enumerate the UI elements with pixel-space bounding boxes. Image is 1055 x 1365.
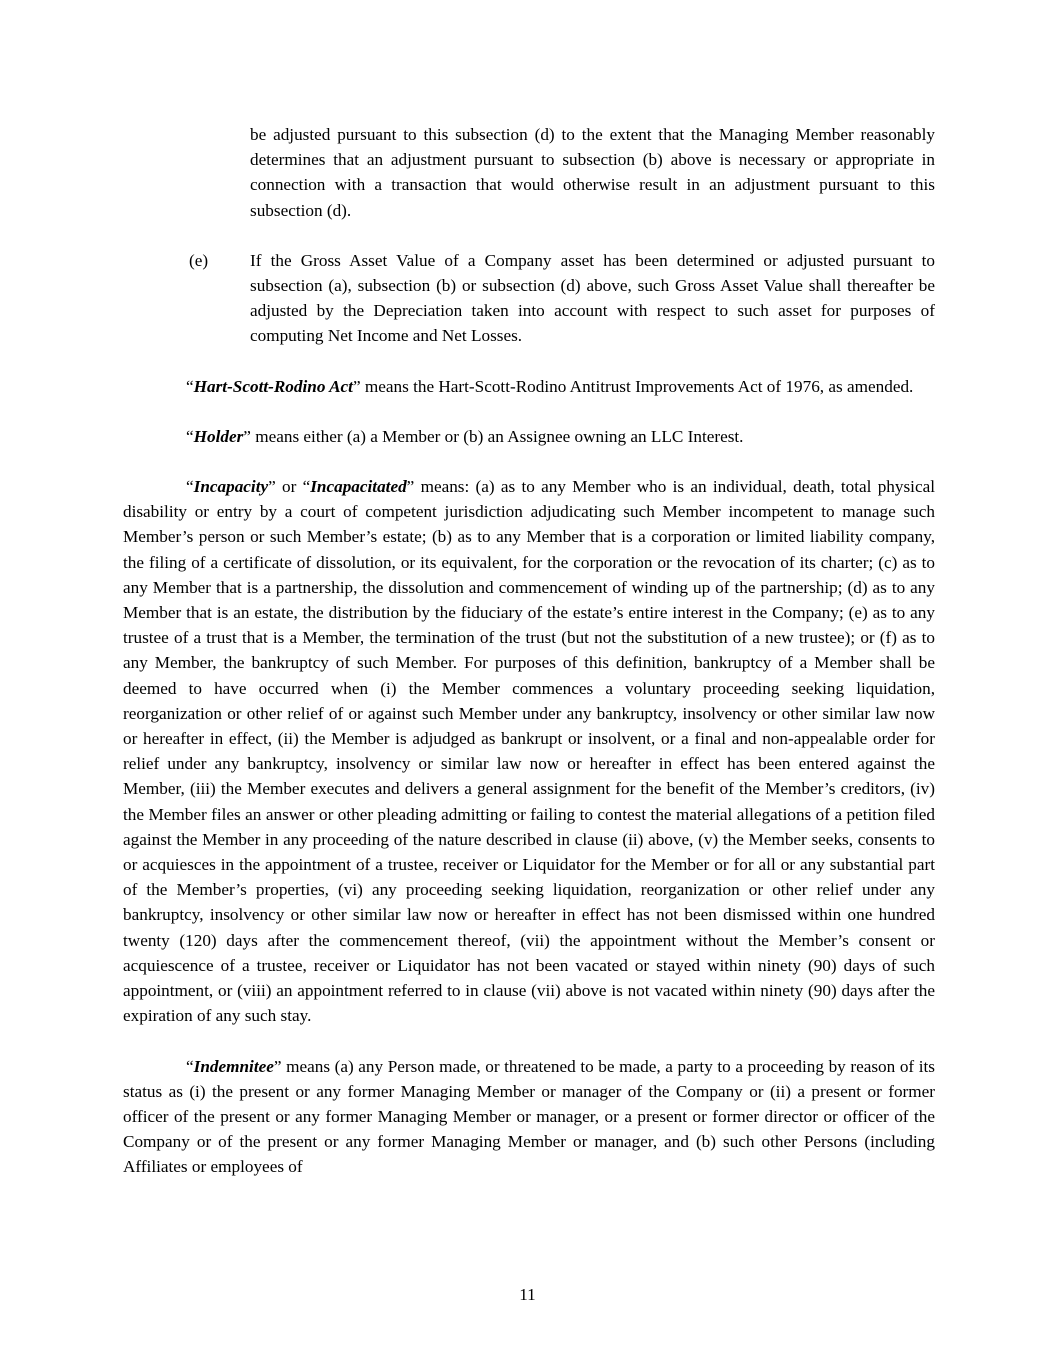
definition-hart-scott-rodino-act (123, 374, 935, 399)
definition-body: ” means either (a) a Member or (b) an Assignee owning an LLC Interest. (243, 426, 744, 446)
open-quote: “ (186, 426, 194, 446)
definition-incapacity (123, 474, 935, 1028)
definition-holder (123, 424, 935, 449)
or-connector: ” or “ (268, 477, 311, 497)
defined-term: Indemnitee (193, 1056, 274, 1076)
defined-term: Incapacity (193, 477, 269, 497)
open-quote: “ (186, 477, 194, 497)
clause-e-label: (e) (189, 250, 209, 270)
definition-body: ” means (a) any Person made, or threatened to be made, a party to a proceeding by reason of its status as (i) the present or any former Managing Member or manager of the Company or (ii) a present or former officer of the present or any former Managing Member or manager, or a present or former director or officer of the Company or of the present or any former Managing Member or manager, and (b) such other Persons (including Affiliates or employees of (123, 1056, 935, 1177)
defined-term: Holder (193, 426, 244, 446)
paragraph-subsection-d-continuation: be adjusted pursuant to this subsection (d) to the extent that the Managing Member reasonably determines that an adjustment pursuant to subsection (b) above is necessary or appropriate in connection with a transaction that would otherwise result in an adjustment pursuant to this subsection (d). (250, 125, 935, 220)
definition-body: ” means: (a) as to any Member who is an individual, death, total physical disability or entry by a court of competent jurisdiction adjudicating such Member incompetent to manage such Member’s person or such Member’s estate; (b) as to any Member that is a corporation or limited liability company, the filing of a certificate of dissolution, or its equivalent, for the corporation or the revocation of its charter; (c) as to any Member that is a partnership, the dissolution and commencement of winding up of the partnership; (d) as to any Member that is an estate, the distribution by the fiduciary of the estate’s entire interest in the Company; (e) as to any trustee of a trust that is a Member, the termination of the trust (but not the substitution of a new trustee); or (f) as to any Member, the bankruptcy of such Member. For purposes of this definition, bankruptcy of a Member shall be deemed to have occurred when (i) the Member commences a voluntary proceeding seeking liquidation, reorganization or other relief of or against such Member under any bankruptcy, insolvency or other similar law now or hereafter in effect, (ii) the Member is adjudged as bankrupt or insolvent, or a final and non-appealable order for relief under any bankruptcy, insolvency or similar law now or hereafter in effect has been entered against the Member, (iii) the Member executes and delivers a general assignment for the benefit of the Member’s creditors, (iv) the Member files an answer or other pleading admitting or failing to contest the material allegations of a petition filed against the Member in any proceeding of the nature described in clause (ii) above, (v) the Member seeks, consents to or acquiesces in the appointment of a trustee, receiver or Liquidator for the Member or for all or any substantial part of the Member’s properties, (vi) any proceeding seeking liquidation, reorganization or other relief under any bankruptcy, insolvency or other similar law now or hereafter in effect has not been dismissed within one hundred twenty (120) days after the commencement thereof, (vii) the appointment without the Member’s consent or acquiescence of a trustee, receiver or Liquidator has not been vacated or stayed within ninety (90) days of such appointment, or (viii) an appointment referred to in clause (vii) above is not vacated within ninety (90) days after the expiration of any such stay. (123, 477, 935, 1026)
clause-e (123, 248, 935, 349)
clause-e-text: If the Gross Asset Value of a Company asset has been determined or adjusted pursuant to subsection (a), subsection (b) or subsection (d) above, such Gross Asset Value shall thereafter be adjusted by the Depreciation taken into account with respect to such asset for purposes of computing Net Income and Net Losses. (250, 250, 935, 346)
definition-body: ” means the Hart-Scott-Rodino Antitrust Improvements Act of 1976, as amended. (352, 376, 914, 396)
defined-term: Incapacitated (310, 477, 407, 497)
open-quote: “ (186, 1056, 194, 1076)
page-content (123, 122, 935, 1180)
page-number: 11 (519, 1284, 536, 1304)
definition-indemnitee (123, 1054, 935, 1180)
open-quote: “ (186, 376, 194, 396)
defined-term: Hart-Scott-Rodino Act (193, 376, 353, 396)
